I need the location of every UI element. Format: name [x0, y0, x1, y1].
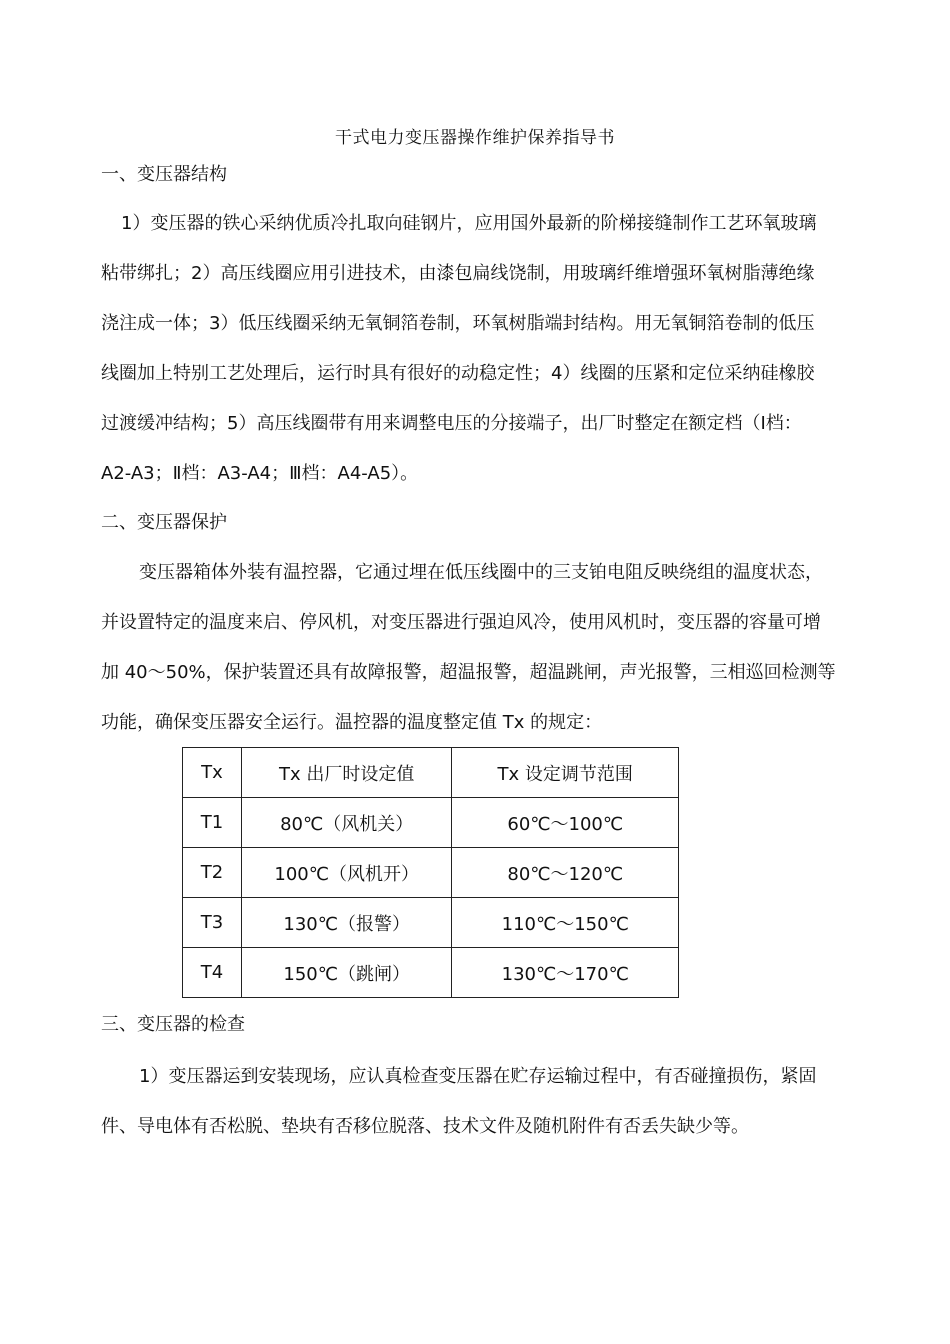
section-heading-structure: 一、变压器结构: [101, 164, 227, 185]
table-cell: T4: [183, 948, 242, 998]
table-row: [183, 898, 679, 948]
paragraph-line: 1）变压器运到安装现场，应认真检查变压器在贮存运输过程中，有否碰撞损伤，紧固: [139, 1066, 817, 1087]
document-title: 干式电力变压器操作维护保养指导书: [335, 128, 615, 148]
paragraph-line: 加 40～50%，保护装置还具有故障报警，超温报警，超温跳闸，声光报警，三相巡回检测等: [101, 662, 836, 683]
table-cell: 60℃～100℃: [452, 798, 679, 848]
tx-settings-table: [182, 747, 679, 998]
paragraph-line: A2-A3；Ⅱ档：A3-A4；Ⅲ档：A4-A5）。: [101, 463, 419, 484]
paragraph-line: 变压器箱体外装有温控器，它通过埋在低压线圈中的三支铂电阻反映绕组的温度状态，: [139, 562, 823, 583]
paragraph-line: 件、导电体有否松脱、垫块有否移位脱落、技术文件及随机附件有否丢失缺少等。: [101, 1116, 749, 1137]
paragraph-line: 浇注成一体；3）低压线圈采纳无氧铜箔卷制，环氧树脂端封结构。用无氧铜箔卷制的低压: [101, 313, 815, 334]
paragraph-line: 功能，确保变压器安全运行。温控器的温度整定值 Tx 的规定：: [101, 712, 603, 733]
table-cell: 100℃（风机开）: [241, 848, 452, 898]
section-heading-protection: 二、变压器保护: [101, 512, 227, 533]
paragraph-line: 1）变压器的铁心采纳优质冷扎取向硅钢片，应用国外最新的阶梯接缝制作工艺环氧玻璃: [121, 213, 817, 234]
section-paragraph-inspection: [101, 1052, 876, 1152]
table-cell: 80℃～120℃: [452, 848, 679, 898]
paragraph-line: 过渡缓冲结构；5）高压线圈带有用来调整电压的分接端子，出厂时整定在额定档（Ⅰ档：: [101, 413, 802, 434]
table-row: [183, 948, 679, 998]
table-cell: T1: [183, 798, 242, 848]
table-cell: 130℃（报警）: [241, 898, 452, 948]
table-cell: 80℃（风机关）: [241, 798, 452, 848]
table-cell: 110℃～150℃: [452, 898, 679, 948]
section-paragraph-structure: [101, 199, 876, 499]
table-header-cell: Tx: [183, 748, 242, 798]
table-header-cell: Tx 出厂时设定值: [241, 748, 452, 798]
paragraph-line: 并设置特定的温度来启、停风机，对变压器进行强迫风冷，使用风机时，变压器的容量可增: [101, 612, 821, 633]
table-header-cell: Tx 设定调节范围: [452, 748, 679, 798]
table-cell: 130℃～170℃: [452, 948, 679, 998]
paragraph-line: 线圈加上特别工艺处理后，运行时具有很好的动稳定性；4）线圈的压紧和定位采纳硅橡胶: [101, 363, 815, 384]
table-header-row: [183, 748, 679, 798]
section-heading-inspection: 三、变压器的检查: [101, 1014, 245, 1035]
table-cell: T2: [183, 848, 242, 898]
table-cell: 150℃（跳闸）: [241, 948, 452, 998]
table-cell: T3: [183, 898, 242, 948]
paragraph-line: 粘带绑扎；2）高压线圈应用引进技术，由漆包扁线饶制，用玻璃纤维增强环氧树脂薄绝缘: [101, 263, 815, 284]
table-row: [183, 798, 679, 848]
table-row: [183, 848, 679, 898]
section-paragraph-protection: [101, 548, 876, 748]
